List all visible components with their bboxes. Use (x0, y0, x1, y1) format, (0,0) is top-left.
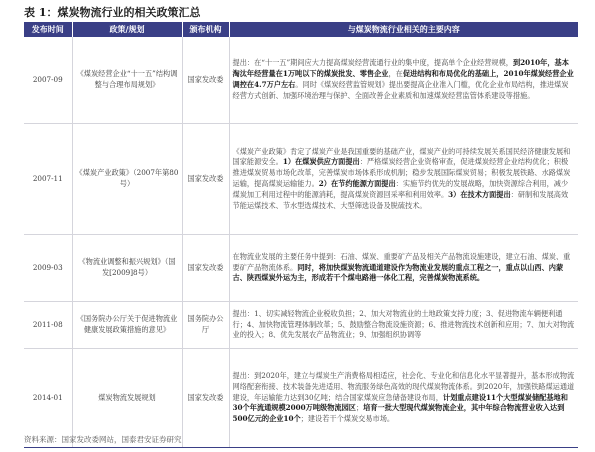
content-segment: ：实施节约优先的发展战略，加快资源综合利用，减少煤炭加工利用过程中的能源消耗，提高煤炭资源回采率和利用效率。 (232, 179, 569, 199)
cell-content (229, 349, 578, 448)
cell-policy: 《煤炭产业政策》（2007年第80号） (72, 124, 182, 235)
cell-date: 2011-08 (24, 302, 72, 349)
cell-date: 2014-01 (24, 349, 72, 448)
content-segment: ；建设若干个煤炭交易市场。 (300, 414, 395, 424)
content-segment: 提出：在“十一五”期间应大力提高煤炭经营流通行业的集中度，提高单个企业经营规模， (232, 58, 513, 68)
content-bold-segment: 到2010年，基本淘汰年经营量在1万吨以下的煤炭批发、零售企业 (232, 58, 569, 79)
cell-date: 2007-09 (24, 37, 72, 124)
cell-content (229, 37, 578, 124)
cell-policy: 煤炭物流发展规划 (72, 349, 182, 448)
cell-policy: 《煤炭经营企业“十一五”结构调整与合理布局规划》 (72, 37, 182, 124)
content-segment: 提出：到2020年，建立与煤炭生产消费格局相适应，社会化、专业化和信息化水平显著提升，基本形成物流网络配套衔接、技术装备先进适用、物流服务绿色高效的现代煤炭物流体系。 (232, 371, 575, 391)
content-bold-segment: 1）在煤炭供应方面提出 (282, 157, 360, 167)
header-agency: 颁布机构 (182, 22, 229, 37)
cell-content (229, 235, 578, 302)
cell-agency: 国家发改委 (182, 235, 229, 302)
content-bold-segment: 同时，将加快煤炭物流通道建设作为物流业发展的重点工程之一，重点以山西、内蒙古、陕西煤炭外运为主，形成若干个煤电路港一体化工程，完善煤炭物流系统。 (232, 262, 564, 283)
content-segment: ：研制和发展高效节能运煤技术、节水型选煤技术、大型筛选设备及脱硫技术。 (232, 189, 569, 210)
cell-policy: 《国务院办公厅关于促进物流业健康发展政策措施的意见》 (72, 302, 182, 349)
policy-table (24, 22, 578, 448)
cell-agency: 国家发改委 (182, 124, 229, 235)
content-segment: 在物流业发展的主要任务中提到：石油、煤炭、重要矿产品及相关产品物流设施建设，建立石油、煤炭、重要矿产品物流体系。 (232, 251, 571, 272)
table-row (24, 37, 578, 124)
content-bold-segment: 促进结构和布局优化的基础上，2010年煤炭经营企业调控在4.7万户左右 (232, 69, 574, 89)
content-segment: ； (355, 403, 364, 413)
table-body (24, 37, 578, 448)
header-date: 发布时间 (24, 22, 72, 37)
content-segment: ：严格煤炭经营企业资格审查，促进煤炭经营企业结构优化；积极推进煤炭贸易市场化改革，完善煤炭市场体系形成机制；稳步发展国际煤炭贸易；积极发展铁路、水路煤炭运输，提高煤炭运输能力。 (232, 157, 571, 188)
table-title: 表 1：煤炭物流行业的相关政策汇总 (24, 6, 201, 19)
content-bold-segment: 3）在技术方面提出 (448, 189, 511, 199)
cell-policy: 《物流业调整和振兴规划》（国发[2009]8号） (72, 235, 182, 302)
content-segment: 。同时《煤炭经营监管规划》提出要提高企业准入门槛，优化企业布局结构，推进煤炭经营方式创新、加强环境治理与保护、全面改善企业素质和加速煤炭经营监管体系建设等措施。 (232, 80, 569, 100)
table-header-row (24, 22, 578, 37)
table-row (24, 124, 578, 235)
header-policy: 政策/规划 (72, 22, 182, 37)
header-content: 与煤炭物流行业相关的主要内容 (229, 22, 578, 37)
table-row (24, 235, 578, 302)
table-row (24, 349, 578, 448)
content-bold-segment: 计划重点建设11个大型煤炭储配基地和30个年流通规模2000万吨级物流园区 (232, 392, 568, 413)
cell-agency: 国家发改委 (182, 37, 229, 124)
content-segment: ，在 (388, 69, 403, 79)
content-bold-segment: 2）在节约能源方面提出 (318, 179, 396, 188)
cell-agency: 国家发改委 (182, 349, 229, 448)
cell-agency: 国务院办公厅 (182, 302, 229, 349)
policy-table-wrapper (24, 22, 578, 448)
cell-content (229, 124, 578, 235)
content-bold-segment: 培育一批大型现代煤炭物流企业，其中年综合物流营业收入达到500亿元的企业10个 (232, 403, 565, 424)
cell-date: 2007-11 (24, 124, 72, 235)
content-segment: 《煤炭产业政策》肯定了煤炭产业是我国重要的基础产业，煤炭产业的可持续发展关系国民经济健康发展和国家能源安全。 (232, 146, 571, 167)
content-segment: 提出：1、切实减轻物流企业税收负担；2、加大对物流业的土地政策支持力度；3、促进物流车辆便利通行；4、加快物流管理体制改革；5、鼓励整合物流设施资源；6、推进物流技术创新和应用；7、加大对物流业的投入；8、优先发展农产品物流业；9、加强组织协调等 (232, 308, 575, 340)
table-row (24, 302, 578, 349)
cell-date: 2009-03 (24, 235, 72, 302)
cell-content (229, 302, 578, 349)
source-note: 资料来源：国家发改委网站，国泰君安证券研究 (24, 435, 182, 444)
content-segment: 到2020年，加强铁路煤运通道建设，年运输能力达到30亿吨；结合国家煤炭应急储备建设布局， (232, 381, 575, 402)
